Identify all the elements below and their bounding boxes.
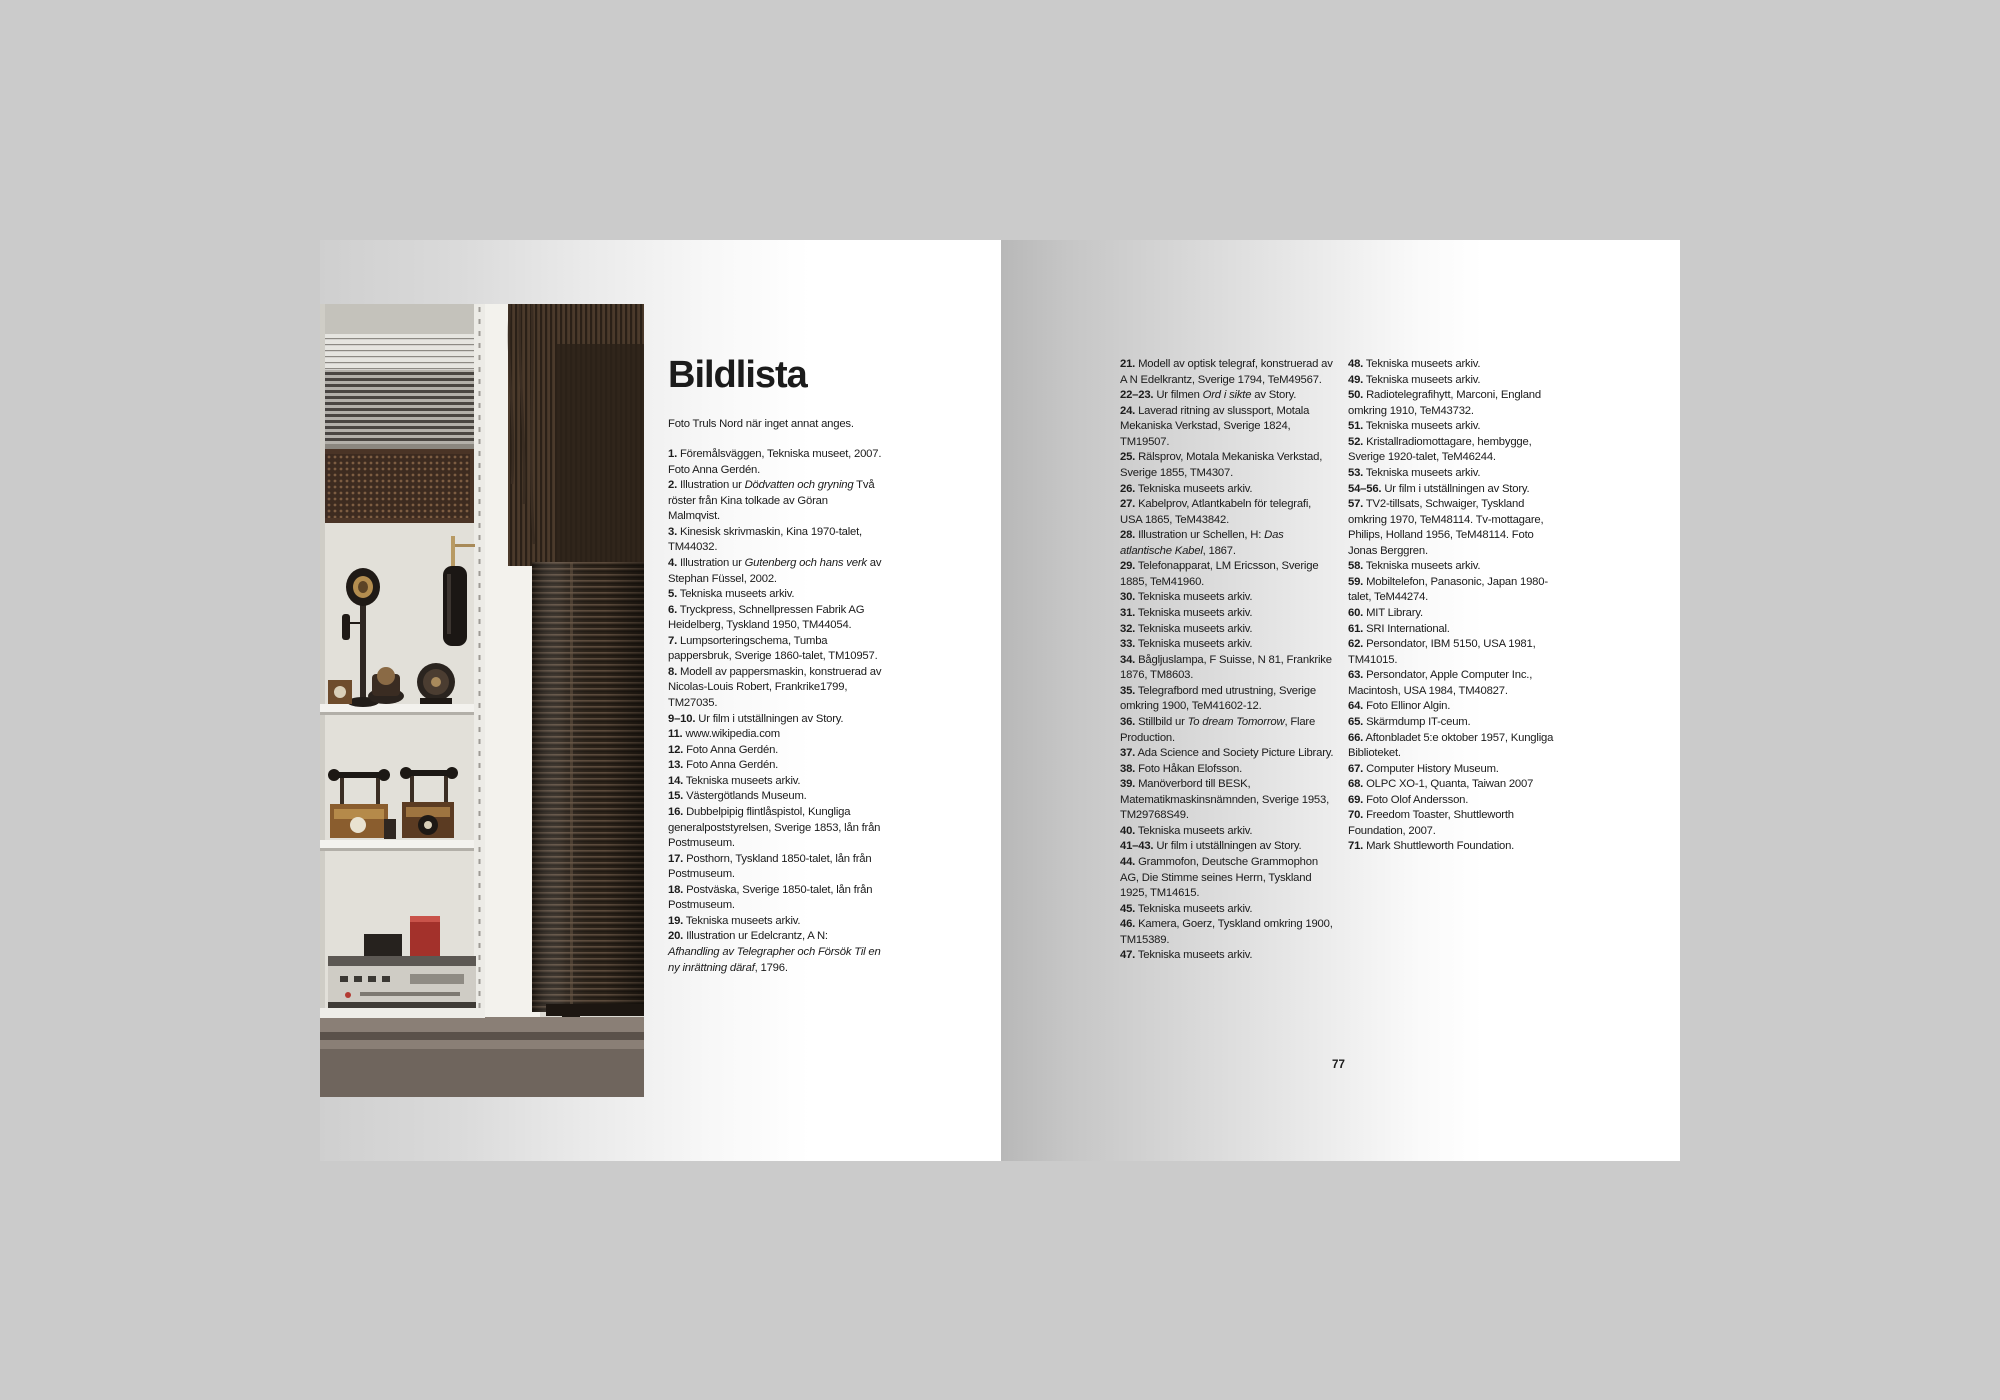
book-spread — [320, 240, 1680, 1161]
item-text: Foto Anna Gerdén. — [686, 743, 779, 756]
item-number: 70. — [1348, 809, 1364, 822]
item-number: 48. — [1348, 358, 1364, 370]
item-number: 60. — [1348, 607, 1364, 619]
item-text: av Stephan Füssel, 2002. — [668, 556, 882, 585]
list-item — [1348, 668, 1562, 699]
list-item — [1348, 777, 1562, 793]
item-text: Radiotelegrafihytt, Marconi, England omkring 1910, TeM43732. — [1348, 389, 1541, 417]
item-text: Illustration ur — [679, 479, 745, 492]
list-item — [1120, 855, 1334, 902]
list-item — [668, 758, 882, 774]
item-text: Postväska, Sverige 1850-talet, lån från Postmuseum. — [668, 883, 873, 912]
item-number: 12. — [668, 743, 684, 756]
item-text: Tekniska museets arkiv. — [1137, 638, 1253, 651]
item-text: Mobiltelefon, Panasonic, Japan 1980-talet, TeM44274. — [1348, 575, 1548, 604]
list-item — [1120, 653, 1334, 684]
item-number: 53. — [1348, 466, 1364, 479]
item-number: 62. — [1348, 638, 1364, 651]
item-number: 57. — [1348, 498, 1364, 511]
item-text: Tekniska museets arkiv. — [1365, 466, 1481, 479]
item-title-italic: Afhandling av Telegrapher och Försök Til en ny inrättning däraf — [668, 946, 881, 974]
item-number: 32. — [1120, 622, 1136, 635]
item-number: 24. — [1120, 404, 1136, 417]
item-text: Ur film i utställningen av Story. — [698, 712, 844, 725]
cable-coil-column — [532, 562, 644, 1058]
list-item — [668, 789, 882, 805]
item-number: 67. — [1348, 762, 1364, 775]
item-text: Tekniska museets arkiv. — [679, 588, 795, 601]
item-number: 21. — [1120, 358, 1136, 370]
item-number: 14. — [668, 774, 684, 787]
hanging-cables — [508, 304, 644, 566]
item-number: 9–10. — [668, 712, 696, 725]
list-item — [1120, 482, 1334, 498]
item-number: 8. — [668, 665, 678, 678]
item-number: 1. — [668, 448, 678, 460]
item-text: Mark Shuttleworth Foundation. — [1366, 840, 1515, 853]
item-number: 4. — [668, 556, 678, 569]
picture-list-column-1 — [1120, 357, 1334, 964]
list-item — [1120, 824, 1334, 840]
list-item — [668, 478, 882, 525]
item-text: TV2-tillsats, Schwaiger, Tyskland omkring 1970, TeM48114. Tv-mottagare, Philips, Holland 1956, TeM48114. Foto Jonas Berggren. — [1348, 498, 1544, 557]
list-item — [1120, 746, 1334, 762]
list-item — [1348, 388, 1562, 419]
list-item — [1120, 497, 1334, 528]
list-item — [1120, 902, 1334, 918]
list-item — [1120, 606, 1334, 622]
item-text: , 1796. — [754, 961, 788, 974]
item-text: MIT Library. — [1366, 607, 1423, 619]
list-item — [1348, 762, 1562, 778]
list-item — [668, 805, 882, 852]
list-item — [1120, 357, 1334, 388]
item-text: Två röster från Kina tolkade av Göran Malmqvist. — [668, 479, 875, 523]
list-item — [668, 914, 882, 930]
item-number: 20. — [668, 930, 684, 943]
item-number: 54–56. — [1348, 482, 1382, 495]
item-text: Tekniska museets arkiv. — [1137, 949, 1253, 962]
list-item — [1120, 590, 1334, 606]
list-item — [1120, 637, 1334, 653]
item-text: Stillbild ur — [1138, 715, 1188, 728]
picture-list-column-2 — [1348, 357, 1562, 855]
item-text: Posthorn, Tyskland 1850-talet, lån från Postmuseum. — [668, 852, 872, 881]
item-text: Telegrafbord med utrustning, Sverige omkring 1900, TeM41602-12. — [1120, 684, 1316, 713]
item-number: 63. — [1348, 669, 1364, 682]
list-item — [1348, 419, 1562, 435]
item-number: 2. — [668, 479, 678, 492]
radio-cabinet — [320, 449, 474, 523]
item-text: Bågljuslampa, F Suisse, N 81, Frankrike 1876, TM8603. — [1120, 653, 1332, 682]
item-number: 6. — [668, 603, 678, 616]
list-item — [1120, 622, 1334, 638]
list-item — [668, 929, 882, 976]
list-item — [1348, 357, 1562, 373]
item-text: , Flare Production. — [1120, 715, 1316, 744]
item-text: SRI International. — [1366, 622, 1450, 635]
item-number: 22–23. — [1120, 389, 1154, 402]
list-item — [1348, 606, 1562, 622]
item-number: 66. — [1348, 731, 1364, 744]
item-text: Foto Ellinor Algin. — [1366, 700, 1451, 713]
item-number: 27. — [1120, 498, 1136, 511]
list-item — [1120, 388, 1334, 404]
item-title-italic: To dream Tomorrow — [1187, 715, 1285, 728]
photo-museum-exhibit — [320, 304, 644, 1097]
list-item — [1120, 777, 1334, 824]
item-number: 50. — [1348, 389, 1364, 402]
left-rail — [320, 304, 325, 1017]
list-item — [1348, 715, 1562, 731]
item-number: 52. — [1348, 435, 1364, 448]
item-text: Foto Olof Andersson. — [1366, 793, 1469, 806]
item-title-italic: Gutenberg och hans verk — [744, 556, 867, 569]
item-text: Tekniska museets arkiv. — [1365, 373, 1481, 386]
list-item — [1348, 575, 1562, 606]
item-number: 61. — [1348, 622, 1364, 635]
list-item — [1348, 839, 1562, 855]
list-item — [1120, 762, 1334, 778]
list-item — [1348, 559, 1562, 575]
item-number: 45. — [1120, 902, 1136, 915]
item-number: 51. — [1348, 420, 1364, 433]
item-text: Ur film i utställningen av Story. — [1156, 840, 1302, 853]
item-text: Freedom Toaster, Shuttleworth Foundation, 2007. — [1348, 809, 1514, 837]
item-text: Tekniska museets arkiv. — [1365, 358, 1481, 370]
item-text: Ada Science and Society Picture Library. — [1137, 747, 1334, 760]
item-text: Laverad ritning av slussport, Motala Mekaniska Verkstad, Sverige 1824, TM19507. — [1120, 404, 1310, 448]
item-text: Dubbelpipig flintlåspistol, Kungliga generalpoststyrelsen, Sverige 1853, lån från Postmuseum. — [668, 805, 881, 850]
picture-list-left — [668, 447, 882, 976]
item-text: Tekniska museets arkiv. — [1137, 607, 1253, 619]
item-text: Föremålsväggen, Tekniska museet, 2007. Foto Anna Gerdén. — [668, 448, 882, 476]
item-text: Telefonapparat, LM Ericsson, Sverige 1885, TeM41960. — [1120, 560, 1319, 588]
item-number: 46. — [1120, 918, 1136, 931]
list-item — [1348, 699, 1562, 715]
item-number: 3. — [668, 525, 678, 538]
item-number: 39. — [1120, 778, 1136, 791]
item-text: Kabelprov, Atlantkabeln för telegrafi, USA 1865, TeM43842. — [1120, 498, 1312, 526]
item-number: 71. — [1348, 840, 1364, 853]
item-text: Kinesisk skrivmaskin, Kina 1970-talet, TM44032. — [668, 525, 862, 554]
page-number: 77 — [1332, 1058, 1345, 1071]
item-text: Tekniska museets arkiv. — [1137, 902, 1253, 915]
item-text: Tekniska museets arkiv. — [1137, 482, 1253, 495]
item-text: Rälsprov, Motala Mekaniska Verkstad, Sverige 1855, TM4307. — [1120, 451, 1323, 479]
list-item — [668, 587, 882, 603]
item-number: 18. — [668, 883, 684, 896]
item-text: Ur filmen — [1156, 389, 1203, 402]
list-item — [668, 774, 882, 790]
item-text: Modell av pappersmaskin, konstruerad av Nicolas-Louis Robert, Frankrike1799, TM27035. — [668, 665, 882, 709]
list-item — [668, 665, 882, 712]
item-number: 36. — [1120, 715, 1136, 728]
list-item — [1348, 373, 1562, 389]
item-number: 35. — [1120, 684, 1136, 697]
list-item — [668, 712, 882, 728]
item-text: Computer History Museum. — [1366, 762, 1499, 775]
list-item — [1348, 793, 1562, 809]
item-text: Tryckpress, Schnellpressen Fabrik AG Heidelberg, Tyskland 1950, TM44054. — [668, 603, 865, 632]
item-text: Skärmdump IT-ceum. — [1366, 715, 1471, 728]
list-item — [668, 727, 882, 743]
list-item — [1348, 497, 1562, 559]
list-item — [668, 525, 882, 556]
item-text: Tekniska museets arkiv. — [1365, 420, 1481, 433]
item-text: Tekniska museets arkiv. — [1137, 622, 1253, 635]
page-title: Bildlista — [668, 354, 807, 396]
item-title-italic: Das atlantische Kabel — [1120, 529, 1284, 557]
item-number: 31. — [1120, 607, 1136, 619]
left-page — [320, 240, 1001, 1161]
list-item — [1120, 404, 1334, 451]
item-number: 28. — [1120, 529, 1136, 542]
credit-note: Foto Truls Nord när inget annat anges. — [668, 418, 854, 430]
item-text: Tekniska museets arkiv. — [685, 774, 801, 787]
item-number: 16. — [668, 805, 684, 818]
list-item — [1348, 637, 1562, 668]
item-text: av Story. — [1251, 389, 1297, 402]
item-text: Foto Håkan Elofsson. — [1138, 762, 1243, 775]
list-item — [668, 603, 882, 634]
list-item — [668, 556, 882, 587]
list-item — [1348, 808, 1562, 839]
item-number: 25. — [1120, 451, 1136, 464]
list-item — [1120, 450, 1334, 481]
list-item — [1120, 559, 1334, 590]
list-item — [668, 634, 882, 665]
list-item — [1348, 466, 1562, 482]
list-item — [668, 883, 882, 914]
item-number: 59. — [1348, 575, 1364, 588]
list-item — [668, 447, 882, 478]
item-number: 47. — [1120, 949, 1136, 962]
list-item — [1348, 435, 1562, 466]
list-item — [1120, 839, 1334, 855]
item-text: Lumpsorteringschema, Tumba pappersbruk, Sverige 1860-talet, TM10957. — [668, 634, 878, 663]
item-text: Grammofon, Deutsche Grammophon AG, Die Stimme seines Herrn, Tyskland 1925, TM14615. — [1120, 856, 1318, 900]
item-number: 13. — [668, 759, 684, 772]
item-number: 44. — [1120, 856, 1136, 868]
item-text: Tekniska museets arkiv. — [685, 914, 801, 927]
item-number: 33. — [1120, 638, 1136, 651]
item-text: Tekniska museets arkiv. — [1365, 560, 1481, 573]
list-item — [668, 852, 882, 883]
item-number: 34. — [1120, 653, 1136, 666]
item-number: 19. — [668, 914, 684, 927]
item-text: Modell av optisk telegraf, konstruerad av A N Edelkrantz, Sverige 1794, TeM49567. — [1120, 358, 1333, 386]
item-text: OLPC XO-1, Quanta, Taiwan 2007 — [1366, 778, 1534, 791]
item-number: 68. — [1348, 778, 1364, 791]
floor — [320, 1017, 644, 1097]
item-text: Manöverbord till BESK, Matematikmaskinsnämnden, Sverige 1953, TM29768S49. — [1120, 778, 1330, 822]
item-number: 58. — [1348, 560, 1364, 573]
item-text: Illustration ur Schellen, H: — [1138, 529, 1265, 542]
item-text: Tekniska museets arkiv. — [1137, 591, 1253, 604]
item-title-italic: Dödvatten och gryning — [744, 479, 854, 492]
item-text: Foto Anna Gerdén. — [686, 759, 779, 772]
window-blinds — [320, 334, 474, 449]
item-number: 37. — [1120, 747, 1136, 760]
item-title-italic: Ord i sikte — [1202, 389, 1252, 402]
item-text: Ur film i utställningen av Story. — [1384, 482, 1530, 495]
item-text: Illustration ur Edelcrantz, A N: — [686, 930, 828, 943]
list-item — [1120, 528, 1334, 559]
list-item — [1348, 482, 1562, 498]
item-text: Västergötlands Museum. — [686, 790, 807, 803]
item-number: 40. — [1120, 824, 1136, 837]
item-text: Tekniska museets arkiv. — [1137, 824, 1253, 837]
item-text: www.wikipedia.com — [685, 728, 780, 741]
list-item — [1120, 684, 1334, 715]
list-item — [668, 743, 882, 759]
list-item — [1120, 948, 1334, 964]
item-number: 41–43. — [1120, 840, 1154, 853]
item-text: Persondator, IBM 5150, USA 1981, TM41015. — [1348, 638, 1536, 666]
item-text: Kristallradiomottagare, hembygge, Sverige 1920-talet, TeM46244. — [1348, 435, 1532, 464]
list-item — [1120, 715, 1334, 746]
item-number: 17. — [668, 852, 684, 865]
item-number: 7. — [668, 634, 678, 647]
item-text: Aftonbladet 5:e oktober 1957, Kungliga Biblioteket. — [1348, 731, 1554, 760]
list-item — [1348, 622, 1562, 638]
item-number: 49. — [1348, 373, 1364, 386]
item-number: 30. — [1120, 591, 1136, 604]
item-number: 11. — [668, 728, 683, 741]
item-number: 65. — [1348, 715, 1364, 728]
item-number: 69. — [1348, 793, 1364, 806]
item-number: 26. — [1120, 482, 1136, 495]
item-number: 64. — [1348, 700, 1364, 713]
item-number: 29. — [1120, 560, 1136, 573]
item-text: Persondator, Apple Computer Inc., Macintosh, USA 1984, TM40827. — [1348, 669, 1533, 697]
list-item — [1348, 731, 1562, 762]
list-item — [1120, 917, 1334, 948]
item-number: 5. — [668, 588, 678, 601]
item-text: , 1867. — [1202, 544, 1236, 557]
right-page — [1001, 240, 1680, 1161]
shelf-rail — [474, 304, 485, 1017]
item-text: Kamera, Goerz, Tyskland omkring 1900, TM15389. — [1120, 918, 1333, 946]
item-number: 38. — [1120, 762, 1136, 775]
item-number: 15. — [668, 790, 684, 803]
item-text: Illustration ur — [679, 556, 745, 569]
